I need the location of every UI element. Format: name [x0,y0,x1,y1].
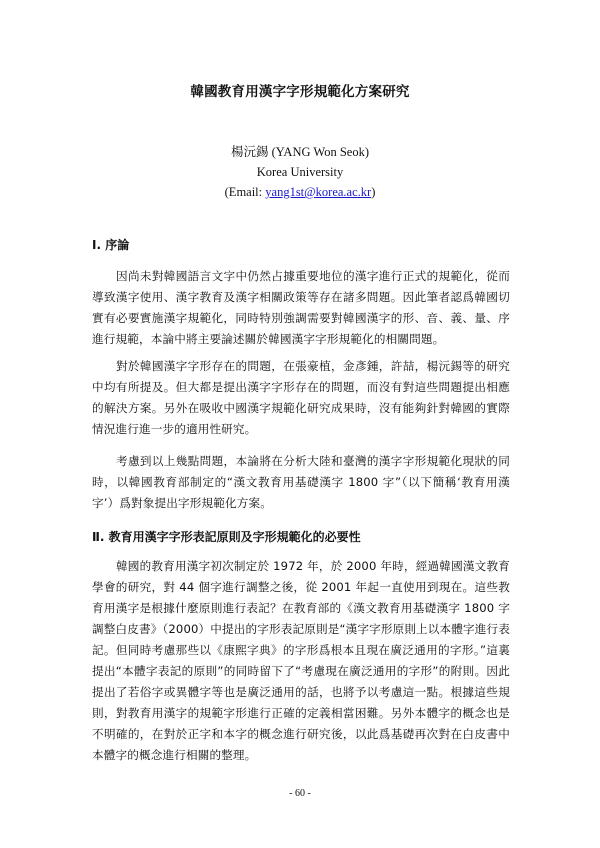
author-block [0,142,600,202]
author-affiliation: Korea University [256,165,344,179]
page-number: - 60 - [289,788,311,799]
email-suffix: ) [371,185,376,199]
section-heading-intro: Ⅰ. 序論 [92,238,130,252]
paragraph: 因尚未對韓國語言文字中仍然占據重要地位的漢字進行正式的規範化，從而導致漢字使用、漢字教育及漢字相關政策等存在諸多問題。因此筆者認爲韓國切實有必要實施漢字規範化，同時特別強調需要對韓國漢字的形、音、義、量、序進行規範，本論中將主要論述關於韓國漢字字形規範化的相關問題。 [92,269,510,346]
email-prefix: (Email: [224,185,266,199]
section-heading-principles: Ⅱ. 教育用漢字字形表記原則及字形規範化的必要性 [92,530,361,544]
author-email-line [0,182,600,202]
author-name: 楊沅錫 (YANG Won Seok) [231,145,369,159]
paragraph: 對於韓國漢字字形存在的問題，在張豪植，金彥鍾，許喆，楊沅錫等的研究中均有所提及。但大都是提出漢字字形存在的問題，而沒有對這些問題提出相應的解決方案。另外在吸收中國漢字規範化研究成果時，沒有能夠針對韓國的實際情況進行進一步的適用性研究。 [92,359,510,436]
paragraph: 考慮到以上幾點問題，本論將在分析大陸和臺灣的漢字字形規範化現狀的同時，以韓國教育部制定的“漢文教育用基礎漢字 1800 字”（以下簡稱‘教育用漢字’）爲對象提出字形規範化方案。 [92,454,510,510]
email-link[interactable]: yang1st@korea.ac.kr [265,185,372,199]
paper-title: 韓國教育用漢字字形規範化方案研究 [190,84,410,100]
paragraph: 韓國的教育用漢字初次制定於 1972 年，於 2000 年時，經過韓國漢文教育學會的研究，對 44 個字進行調整之後，從 2001 年起一直使用到現在。這些教育用漢字是根據什麼原則進行表記？在教育部的《漢文教育用基礎漢字 1800 字調整白皮書》（2000）中提出的字形表記原則是“漢字字形原則上以本體字進行表記。但同時考慮那些以《康熙字典》的字形爲根本且現在廣泛通用的字形。”這裏提出“本體字表記的原則”的同時留下了“考慮現在廣泛通用的字形”的附則。因此提出了若俗字或異體字等也是廣泛通用的話，也將予以考慮這一點。根據這些規則，對教育用漢字的規範字形進行正確的定義相當困難。另外本體字的概念也是不明確的，在對於正字和本字的概念進行研究後，以此爲基礎再次對在白皮書中本體字的概念進行相關的整理。 [92,559,511,762]
